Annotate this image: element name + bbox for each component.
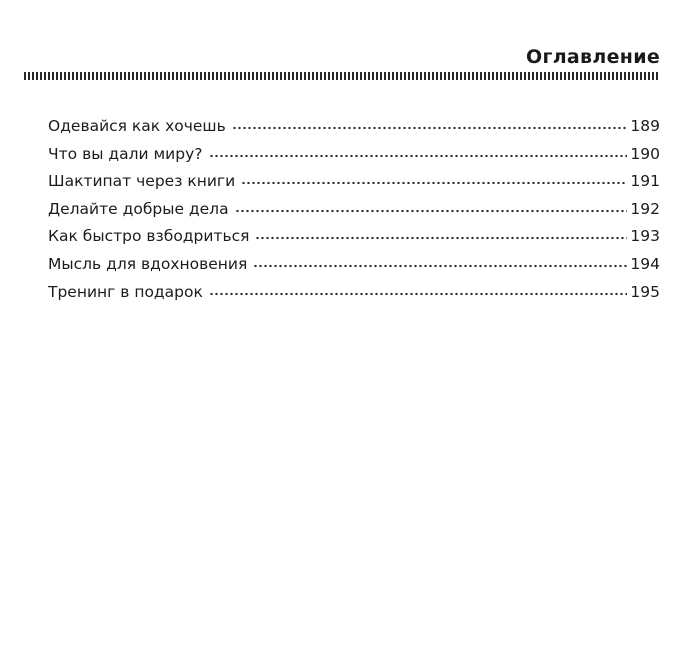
toc-entry[interactable] [48, 141, 660, 169]
toc-entry-title: Тренинг в подарок [48, 282, 203, 301]
toc-entry-page: 193 [630, 227, 660, 246]
toc-entry-page: 192 [630, 199, 660, 218]
toc-entry[interactable] [48, 251, 660, 279]
toc-entry[interactable] [48, 223, 660, 251]
header-divider [24, 72, 660, 80]
toc-entry[interactable] [48, 196, 660, 224]
dot-leader [255, 236, 627, 240]
toc-entry-page: 190 [630, 144, 660, 163]
dot-leader [209, 292, 628, 296]
toc-entry-title: Одевайся как хочешь [48, 117, 226, 135]
page-header-title: Оглавление [526, 46, 660, 68]
table-of-contents [48, 113, 660, 306]
toc-entry-page: 191 [630, 172, 660, 191]
toc-entry-title: Мысль для вдохновения [48, 254, 248, 273]
toc-entry-page: 194 [630, 254, 660, 273]
toc-entry-title: Что вы дали миру? [48, 144, 203, 163]
dot-leader [241, 181, 627, 185]
toc-entry[interactable] [48, 279, 660, 307]
dot-leader [253, 264, 627, 268]
toc-entry-title: Делайте добрые дела [48, 199, 229, 218]
toc-entry[interactable] [48, 168, 660, 196]
toc-entry-page: 195 [630, 282, 660, 301]
dot-leader [232, 126, 628, 130]
toc-entry-title: Как быстро взбодриться [48, 227, 250, 246]
toc-entry-page: 189 [630, 117, 660, 135]
dot-leader [235, 209, 628, 213]
toc-entry-title: Шактипат через книги [48, 172, 236, 191]
dot-leader [209, 154, 628, 158]
toc-entry[interactable] [48, 113, 660, 141]
